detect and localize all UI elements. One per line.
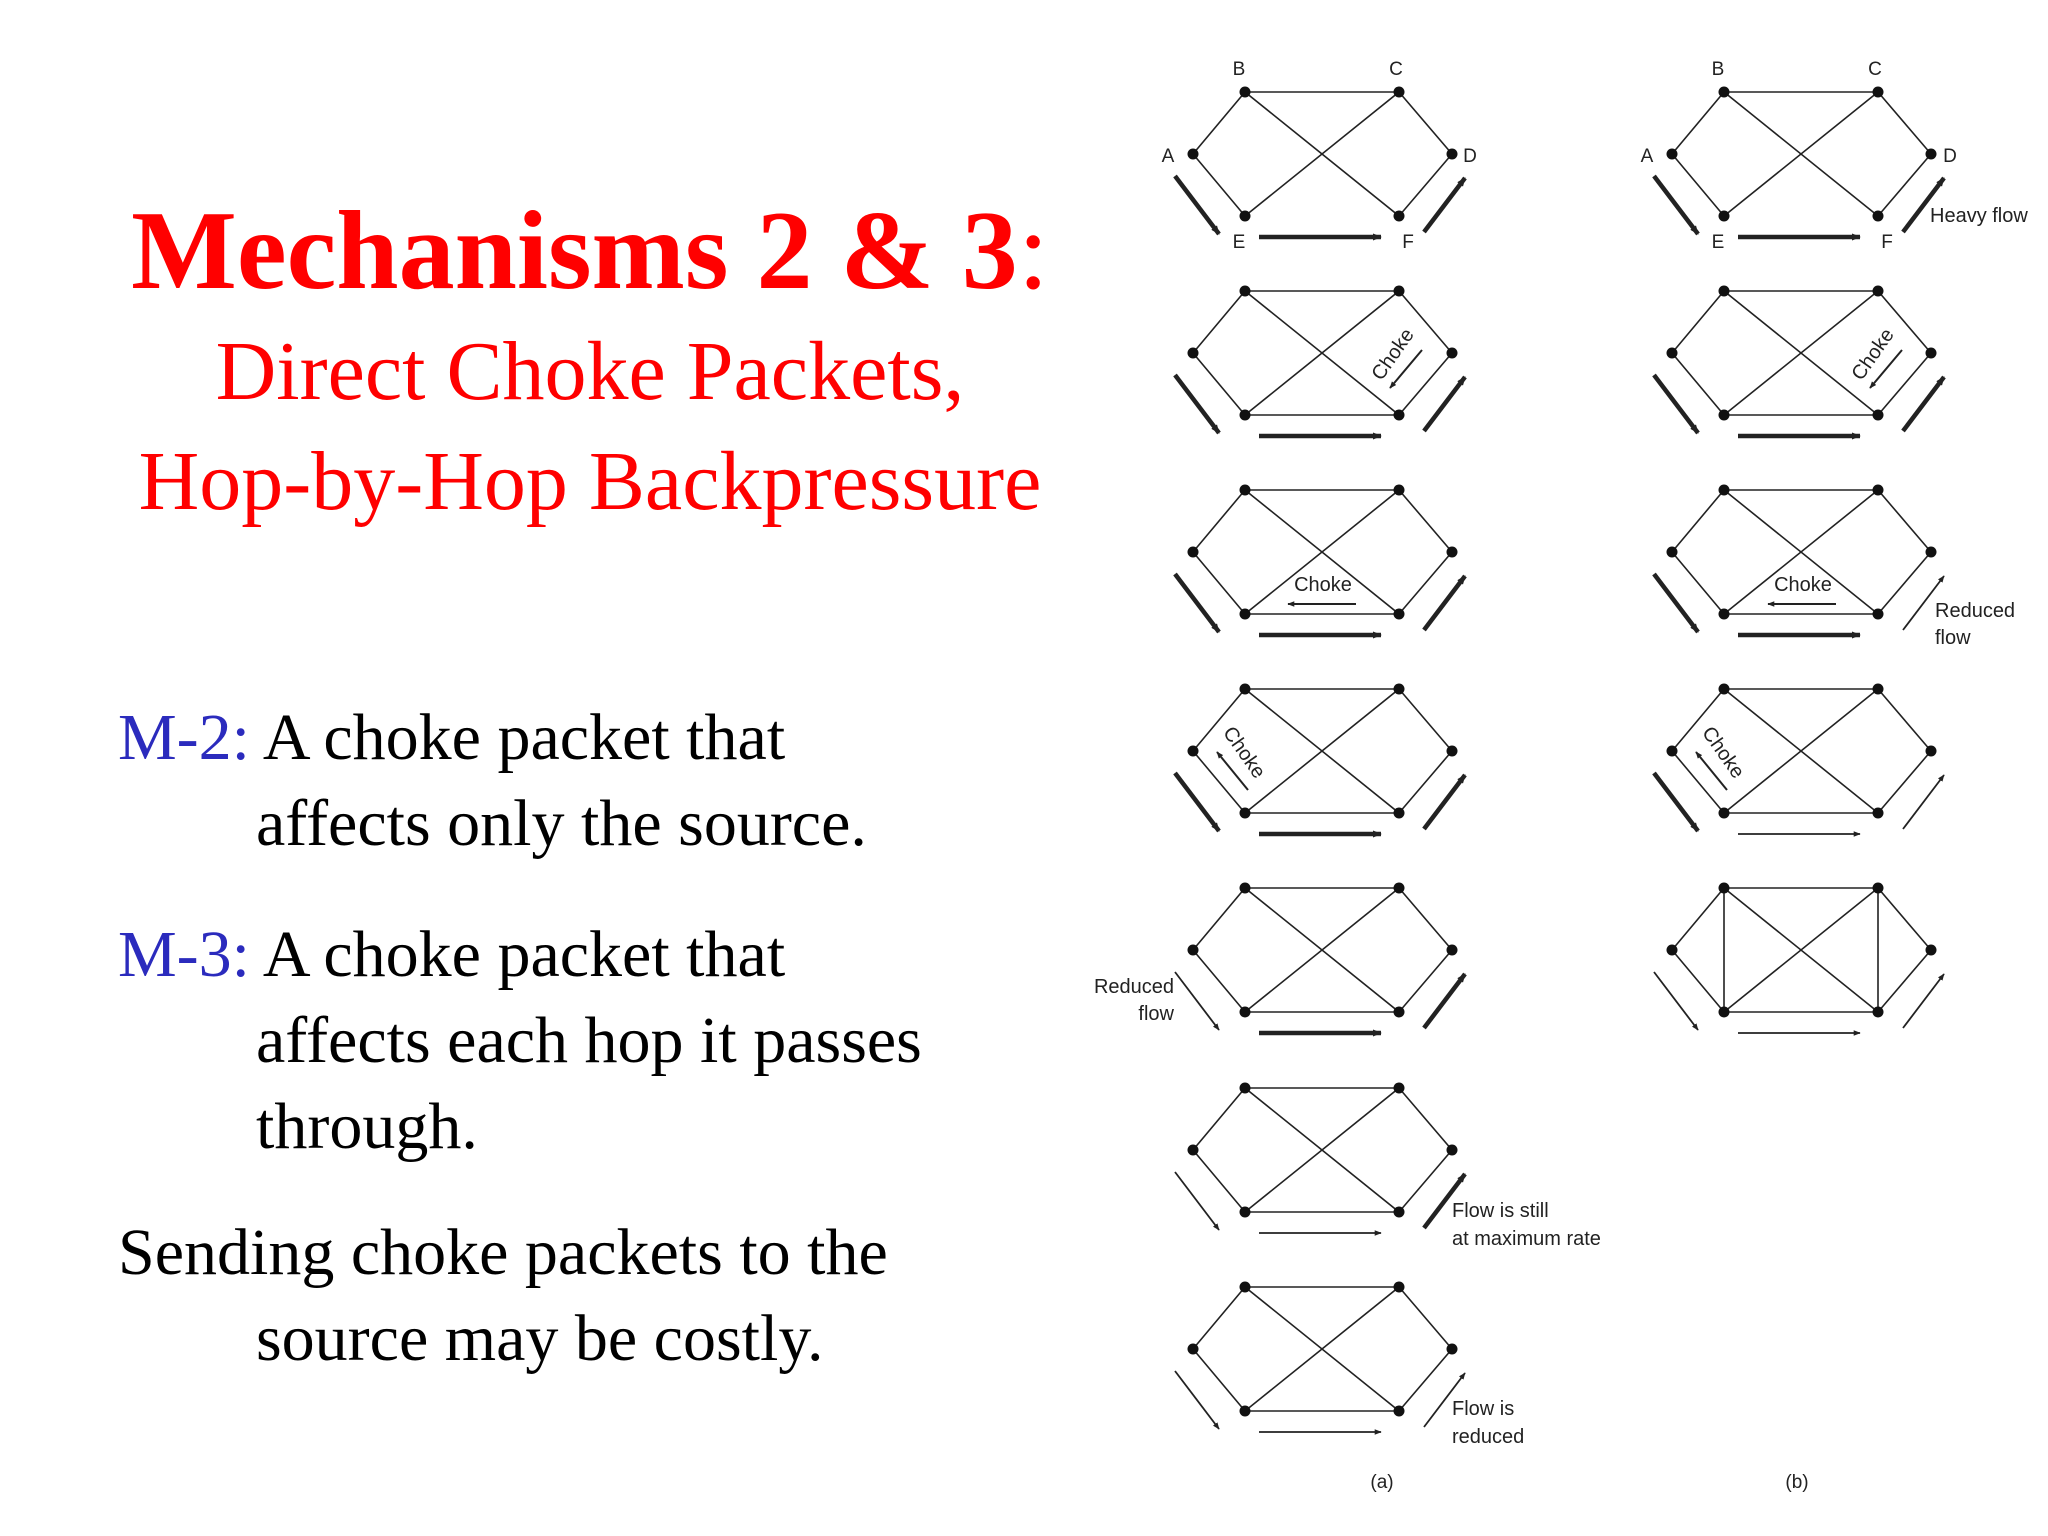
- graph-b-1: [1667, 87, 1937, 222]
- flow-arrow-a-to-e: [1175, 574, 1219, 632]
- node-b: [1240, 684, 1251, 695]
- annotation-reduced-flow-a-1: Reduced: [1093, 976, 1174, 998]
- flow-arrow-f-to-d: [1424, 974, 1465, 1028]
- graph-a-3: [1188, 485, 1458, 620]
- node-c: [1394, 684, 1405, 695]
- annotation-heavy-flow: Heavy flow: [1930, 205, 2028, 227]
- choke-label-a-4: Choke: [1218, 722, 1270, 783]
- panel-label-b: (b): [1785, 1472, 1809, 1493]
- node-c: [1394, 1282, 1405, 1293]
- node-e: [1719, 1007, 1730, 1018]
- edge-cd: [1399, 92, 1452, 154]
- node-c: [1394, 1083, 1405, 1094]
- graph-a-1: [1188, 87, 1458, 222]
- node-a: [1667, 945, 1678, 956]
- m3-tag: M-3:: [118, 918, 250, 991]
- flow-arrow-a-to-e: [1175, 773, 1219, 831]
- node-e: [1240, 211, 1251, 222]
- edge-ae: [1193, 1349, 1245, 1411]
- graph-a-4: [1188, 684, 1458, 819]
- node-c: [1873, 286, 1884, 297]
- node-label-b-a: B: [1232, 59, 1246, 80]
- edge-cd: [1399, 490, 1452, 552]
- node-f: [1873, 410, 1884, 421]
- edge-ab: [1672, 92, 1724, 154]
- node-e: [1240, 1207, 1251, 1218]
- choke-label-b-3: Choke: [1774, 574, 1832, 596]
- node-f: [1873, 1007, 1884, 1018]
- flow-arrow-f-to-d: [1903, 974, 1944, 1028]
- node-b: [1719, 485, 1730, 496]
- node-e: [1719, 609, 1730, 620]
- node-b: [1240, 87, 1251, 98]
- node-d: [1926, 348, 1937, 359]
- m3-text-1: A choke packet that: [250, 918, 786, 991]
- node-a: [1667, 547, 1678, 558]
- choke-label-b-4: Choke: [1697, 722, 1749, 783]
- graph-b-2: [1667, 286, 1937, 421]
- node-a: [1188, 1344, 1199, 1355]
- node-d: [1447, 945, 1458, 956]
- node-d: [1926, 945, 1937, 956]
- m3-line-3: through.: [256, 1090, 478, 1163]
- node-e: [1719, 211, 1730, 222]
- annotation-reduced-flow-b-2: flow: [1935, 627, 1971, 649]
- flow-arrow-a-to-e: [1175, 1172, 1219, 1230]
- node-label-d-b: D: [1943, 146, 1957, 167]
- node-e: [1719, 808, 1730, 819]
- node-b: [1240, 1282, 1251, 1293]
- node-label-b-b: B: [1711, 59, 1725, 80]
- flow-arrow-a-to-e: [1175, 1371, 1219, 1429]
- flow-arrow-a-to-e: [1654, 574, 1698, 632]
- node-label-a-a: A: [1161, 146, 1175, 167]
- node-f: [1873, 609, 1884, 620]
- node-c: [1394, 286, 1405, 297]
- graph-b-5: [1667, 883, 1937, 1018]
- node-label-a-b: A: [1640, 146, 1654, 167]
- slide-title-colon: :: [1017, 189, 1049, 313]
- node-f: [1394, 808, 1405, 819]
- choke-label-a-2: Choke: [1367, 324, 1419, 385]
- edge-ab: [1193, 1088, 1245, 1150]
- node-a: [1188, 547, 1199, 558]
- annotation-reduced-1: Flow is: [1452, 1398, 1515, 1420]
- flow-arrow-f-to-d: [1903, 377, 1944, 431]
- graph-a-5: [1188, 883, 1458, 1018]
- node-label-d-a: D: [1463, 146, 1477, 167]
- node-e: [1719, 410, 1730, 421]
- m2-text-1: A choke packet that: [250, 701, 786, 774]
- panel-label-a: (a): [1370, 1472, 1394, 1493]
- node-a: [1667, 348, 1678, 359]
- node-e: [1240, 609, 1251, 620]
- annotation-still-max-1: Flow is still: [1452, 1200, 1549, 1222]
- m3-line-2: affects each hop it passes: [256, 1004, 922, 1077]
- node-b: [1719, 87, 1730, 98]
- network-graphs: [1188, 87, 1937, 1417]
- slide-subtitle-line-2: Hop-by-Hop Backpressure: [138, 435, 1042, 528]
- node-label-e-b: E: [1711, 232, 1725, 253]
- slide-subtitle-line-1: Direct Choke Packets,: [215, 325, 965, 418]
- graph-b-3: [1667, 485, 1937, 620]
- slide-title-text: Mechanisms 2 & 3: [131, 189, 1018, 313]
- m2-tag: M-2:: [118, 701, 250, 774]
- annotation-reduced-flow-a-2: flow: [1138, 1003, 1174, 1025]
- edge-ab: [1672, 888, 1724, 950]
- node-a: [1667, 149, 1678, 160]
- edge-ab: [1193, 1287, 1245, 1349]
- node-label-f-b: F: [1881, 232, 1893, 253]
- node-e: [1240, 410, 1251, 421]
- annotation-reduced-2: reduced: [1452, 1426, 1525, 1448]
- node-label-c-a: C: [1389, 59, 1403, 80]
- node-c: [1873, 883, 1884, 894]
- graph-a-2: [1188, 286, 1458, 421]
- node-d: [1447, 348, 1458, 359]
- choke-label-b-2: Choke: [1847, 324, 1899, 385]
- edge-cd: [1878, 490, 1931, 552]
- node-c: [1394, 485, 1405, 496]
- node-d: [1447, 149, 1458, 160]
- note-line-1: Sending choke packets to the: [118, 1216, 888, 1289]
- graph-a-7: [1188, 1282, 1458, 1417]
- note-line-2: source may be costly.: [256, 1302, 824, 1375]
- node-f: [1394, 1406, 1405, 1417]
- edge-cd: [1878, 689, 1931, 751]
- graph-a-6: [1188, 1083, 1458, 1218]
- edge-ab: [1672, 490, 1724, 552]
- node-d: [1447, 547, 1458, 558]
- node-b: [1240, 286, 1251, 297]
- graph-b-4: [1667, 684, 1937, 819]
- node-f: [1394, 211, 1405, 222]
- node-b: [1719, 286, 1730, 297]
- node-d: [1447, 1344, 1458, 1355]
- node-label-f-a: F: [1402, 232, 1414, 253]
- edge-ae: [1193, 1150, 1245, 1212]
- node-a: [1188, 746, 1199, 757]
- node-a: [1188, 348, 1199, 359]
- edge-ab: [1193, 291, 1245, 353]
- choke-label-a-3: Choke: [1294, 574, 1352, 596]
- flow-arrow-f-to-d: [1424, 377, 1465, 431]
- node-b: [1719, 684, 1730, 695]
- flow-arrow-f-to-d: [1424, 178, 1465, 232]
- node-e: [1240, 808, 1251, 819]
- flow-arrow-f-to-d: [1424, 775, 1465, 829]
- node-d: [1926, 149, 1937, 160]
- annotation-still-max-2: at maximum rate: [1452, 1228, 1601, 1250]
- node-f: [1394, 609, 1405, 620]
- flow-arrow-a-to-e: [1175, 972, 1219, 1030]
- node-f: [1394, 1207, 1405, 1218]
- node-c: [1873, 485, 1884, 496]
- node-c: [1394, 87, 1405, 98]
- node-e: [1240, 1007, 1251, 1018]
- node-d: [1447, 1145, 1458, 1156]
- edge-ab: [1193, 92, 1245, 154]
- node-a: [1188, 945, 1199, 956]
- flow-arrow-f-to-d: [1903, 775, 1944, 829]
- node-b: [1719, 883, 1730, 894]
- node-f: [1873, 808, 1884, 819]
- edge-ab: [1193, 490, 1245, 552]
- flow-arrow-a-to-e: [1654, 773, 1698, 831]
- annotation-reduced-flow-b-1: Reduced: [1935, 600, 2016, 622]
- edge-ae: [1193, 950, 1245, 1012]
- edge-ab: [1193, 888, 1245, 950]
- node-d: [1926, 547, 1937, 558]
- node-e: [1240, 1406, 1251, 1417]
- flow-arrow-f-to-d: [1424, 576, 1465, 630]
- edge-cd: [1399, 1287, 1452, 1349]
- edge-cd: [1399, 888, 1452, 950]
- edge-cd: [1399, 1088, 1452, 1150]
- m2-line-2: affects only the source.: [256, 787, 867, 860]
- node-f: [1873, 211, 1884, 222]
- node-b: [1240, 1083, 1251, 1094]
- node-a: [1188, 1145, 1199, 1156]
- flow-arrow-a-to-e: [1654, 375, 1698, 433]
- node-label-c-b: C: [1868, 59, 1882, 80]
- node-a: [1188, 149, 1199, 160]
- flow-arrow-a-to-e: [1175, 176, 1219, 234]
- node-d: [1447, 746, 1458, 757]
- node-c: [1873, 684, 1884, 695]
- flow-arrow-a-to-e: [1654, 176, 1698, 234]
- node-label-e-a: E: [1232, 232, 1246, 253]
- node-d: [1926, 746, 1937, 757]
- edge-cd: [1878, 92, 1931, 154]
- node-c: [1873, 87, 1884, 98]
- edge-cd: [1399, 689, 1452, 751]
- flow-arrow-a-to-e: [1175, 375, 1219, 433]
- flow-arrow-a-to-e: [1654, 972, 1698, 1030]
- node-f: [1394, 410, 1405, 421]
- node-c: [1394, 883, 1405, 894]
- edge-cd: [1878, 888, 1931, 950]
- edge-ab: [1672, 291, 1724, 353]
- edge-ae: [1672, 950, 1724, 1012]
- node-b: [1240, 883, 1251, 894]
- node-a: [1667, 746, 1678, 757]
- node-b: [1240, 485, 1251, 496]
- node-f: [1394, 1007, 1405, 1018]
